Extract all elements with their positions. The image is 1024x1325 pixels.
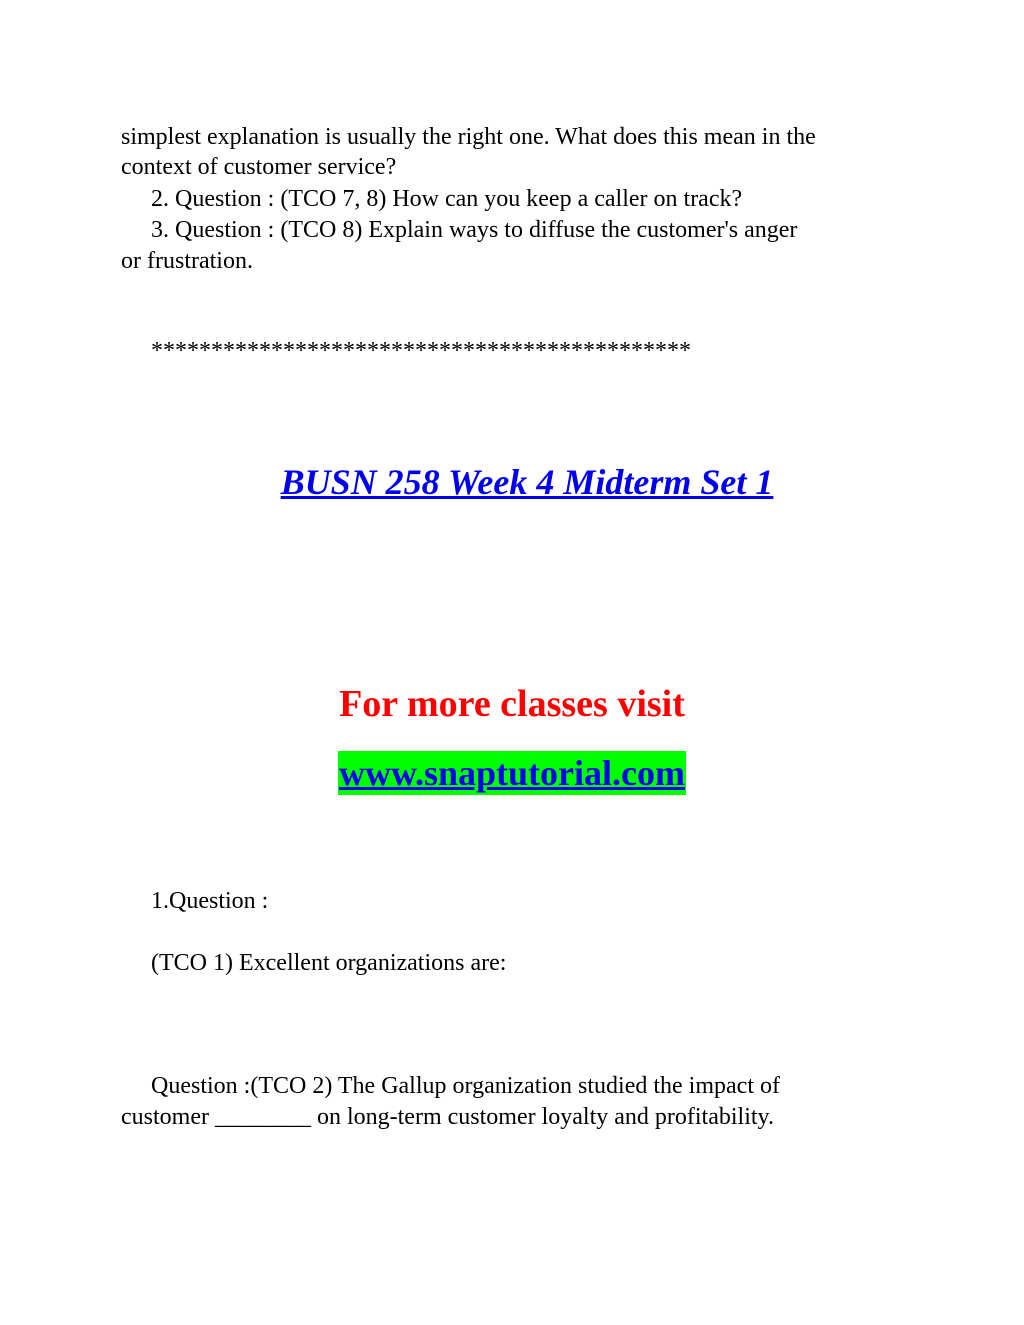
question-2-line-2: customer ________ on long-term customer loyalty and profitability. xyxy=(121,1104,774,1130)
question-1-text: (TCO 1) Excellent organizations are: xyxy=(151,950,507,976)
question-2-line-1: Question :(TCO 2) The Gallup organization studied the impact of xyxy=(151,1073,780,1099)
intro-line-2: context of customer service? xyxy=(121,154,397,180)
question-3-previous-line-2: or frustration. xyxy=(121,248,253,274)
intro-line-1: simplest explanation is usually the right one. What does this mean in the xyxy=(121,124,816,150)
question-2-previous: 2. Question : (TCO 7, 8) How can you keep a caller on track? xyxy=(151,186,743,212)
separator: ********************************************* xyxy=(151,338,691,364)
question-3-previous-line-1: 3. Question : (TCO 8) Explain ways to diffuse the customer's anger xyxy=(151,217,798,243)
promo-text: For more classes visit xyxy=(339,683,685,725)
title-link[interactable]: BUSN 258 Week 4 Midterm Set 1 xyxy=(280,462,774,502)
question-1-label: 1.Question : xyxy=(151,888,269,914)
site-link[interactable]: www.snaptutorial.com xyxy=(338,753,685,793)
site-link-wrapper xyxy=(0,751,1024,795)
